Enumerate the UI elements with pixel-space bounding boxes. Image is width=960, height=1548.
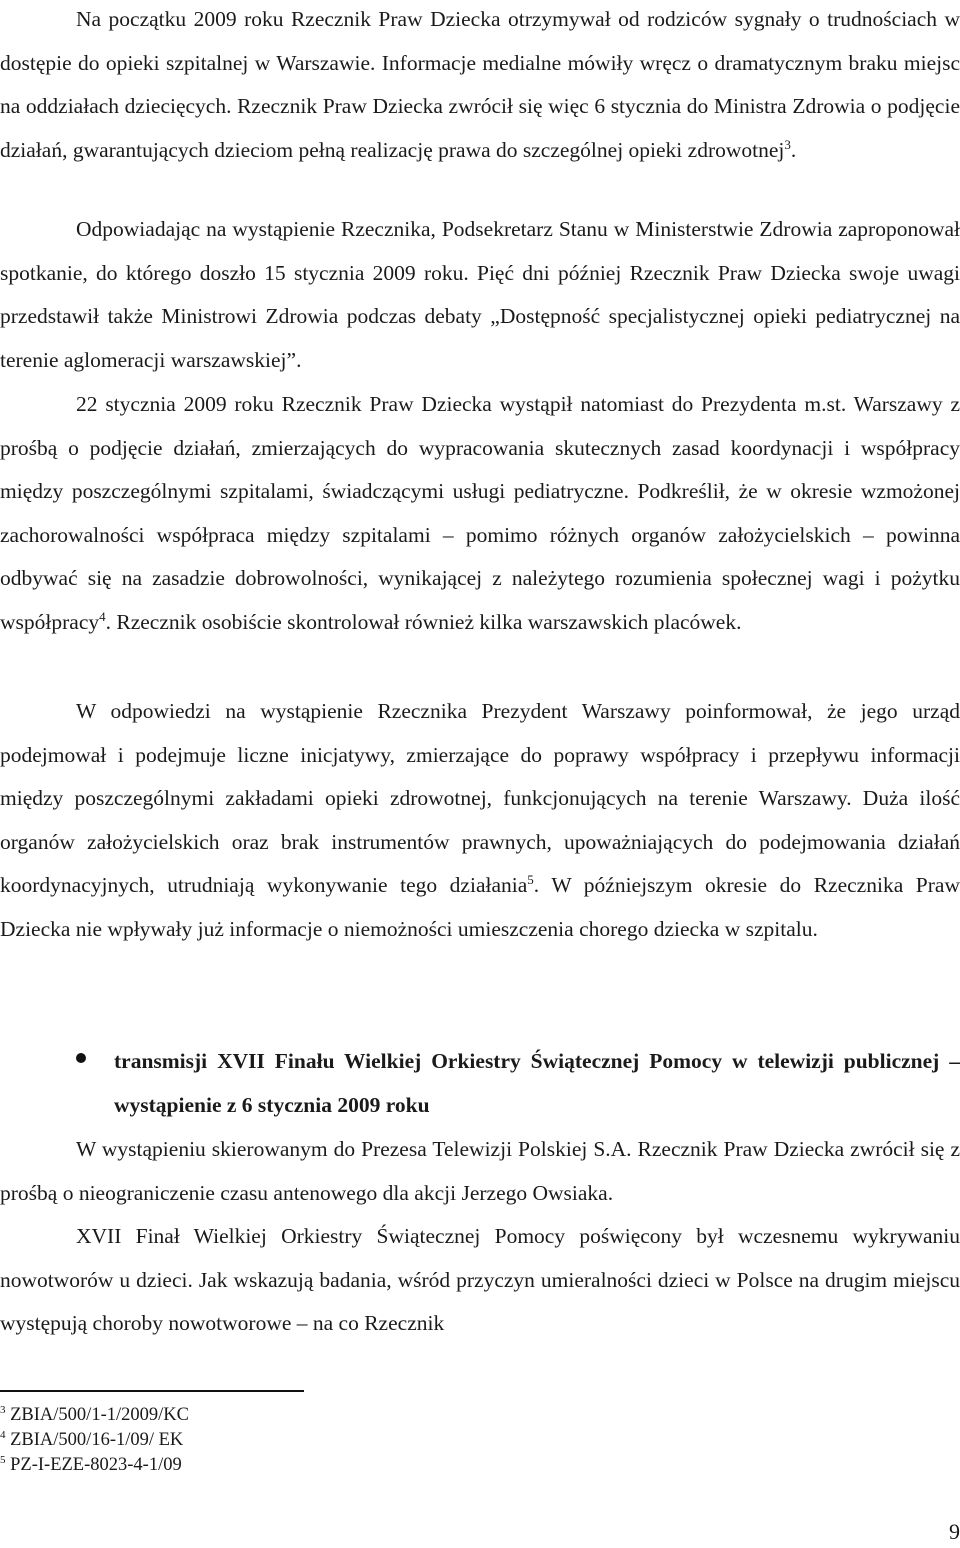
footnote-text: ZBIA/500/16-1/09/ EK: [10, 1430, 184, 1450]
paragraph-ministry-response: [0, 208, 960, 382]
paragraph-text: W odpowiedzi na wystąpienie Rzecznika Prezydent Warszawy poinformował, że jego urząd podejmował i podejmuje liczne inicjatywy, zmierzające do poprawy współpracy i przepływu informacji między poszczególnymi zakładami opieki zdrowotnej, funkcjonujących na terenie Warszawy. Duża ilość organów założycielskich oraz brak instrumentów prawnych, upoważniających do podejmowania działań koordynacyjnych, utrudniają wykonywanie tego działania: [0, 699, 960, 898]
paragraph-text: W wystąpieniu skierowanym do Prezesa Telewizji Polskiej S.A. Rzecznik Praw Dziecka zwrócił się z prośbą o nieograniczenie czasu antenowego dla akcji Jerzego Owsiaka.: [0, 1137, 960, 1205]
footnote-number: 5: [0, 1454, 6, 1466]
paragraph-text: XVII Finał Wielkiej Orkiestry Świątecznej Pomocy poświęcony był wczesnemu wykrywaniu nowotworów u dzieci. Jak wskazują badania, wśród przyczyn umieralności dzieci w Polsce na drugim miejscu występują choroby nowotworowe – na co Rzecznik: [0, 1224, 960, 1336]
paragraph-text-end: . W późniejszym okresie do Rzecznika Praw Dziecka nie wpływały już informacje o niemożności umieszczenia chorego dziecka w szpitalu.: [0, 873, 960, 941]
paragraph-text-end: .: [790, 137, 797, 162]
paragraph-text: 22 stycznia 2009 roku Rzecznik Praw Dziecka wystąpił natomiast do Prezydenta m.st. Warszawy z prośbą o podjęcie działań, zmierzających do wypracowania skutecznych zasad koordynacji i współpracy między poszczególnymi szpitalami, świadczącymi usługi pediatryczne. Podkreślił, że w okresie wzmożonej zachorowalności współpraca między szpitalami – pomimo różnych organów założycielskich – powinna odbywać się na zasadzie dobrowolności, wynikającej z należytego rozumienia społecznej wagi i pożytku współpracy: [0, 392, 960, 634]
footnote-5: [0, 1454, 182, 1476]
paragraph-warsaw-president: [0, 383, 960, 645]
footnote-3: [0, 1404, 189, 1426]
footnote-separator: [0, 1390, 304, 1392]
footnote-text: ZBIA/500/1-1/2009/KC: [10, 1405, 189, 1425]
paragraph-hospital-signals: [0, 0, 960, 172]
paragraph-president-reply: [0, 690, 960, 952]
footnote-number: 4: [0, 1429, 6, 1441]
footnote-ref-4: 4: [99, 608, 106, 624]
bullet-heading: transmisji XVII Finału Wielkiej Orkiestry Świątecznej Pomocy w telewizji publicznej – wystąpienie z 6 stycznia 2009 roku: [114, 1049, 960, 1117]
paragraph-text-end: . Rzecznik osobiście skontrolował również kilka warszawskich placówek.: [105, 609, 742, 634]
footnote-text: PZ-I-EZE-8023-4-1/09: [10, 1455, 182, 1475]
footnote-ref-5: 5: [527, 872, 534, 888]
footnote-number: 3: [0, 1404, 6, 1416]
paragraph-text: Odpowiadając na wystąpienie Rzecznika, Podsekretarz Stanu w Ministerstwie Zdrowia zaproponował spotkanie, do którego doszło 15 stycznia 2009 roku. Pięć dni później Rzecznik Praw Dziecka swoje uwagi przedstawił także Ministrowi Zdrowia podczas debaty „Dostępność specjalistycznej opieki pediatrycznej na terenie aglomeracji warszawskiej”.: [0, 217, 960, 372]
paragraph-text: Na początku 2009 roku Rzecznik Praw Dziecka otrzymywał od rodziców sygnały o trudnościach w dostępie do opieki szpitalnej w Warszawie. Informacje medialne mówiły wręcz o dramatycznym braku miejsc na oddziałach dziecięcych. Rzecznik Praw Dziecka zwrócił się więc 6 stycznia do Ministra Zdrowia o podjęcie działań, gwarantujących dzieciom pełną realizację prawa do szczególnej opieki zdrowotnej: [0, 7, 960, 162]
paragraph-wosp-cancer: [0, 1215, 960, 1346]
footnote-4: [0, 1429, 183, 1451]
paragraph-tvp-request: [0, 1128, 960, 1215]
page-number: 9: [949, 1519, 960, 1544]
footnote-ref-3: 3: [784, 136, 791, 152]
bullet-icon: [76, 1053, 86, 1063]
